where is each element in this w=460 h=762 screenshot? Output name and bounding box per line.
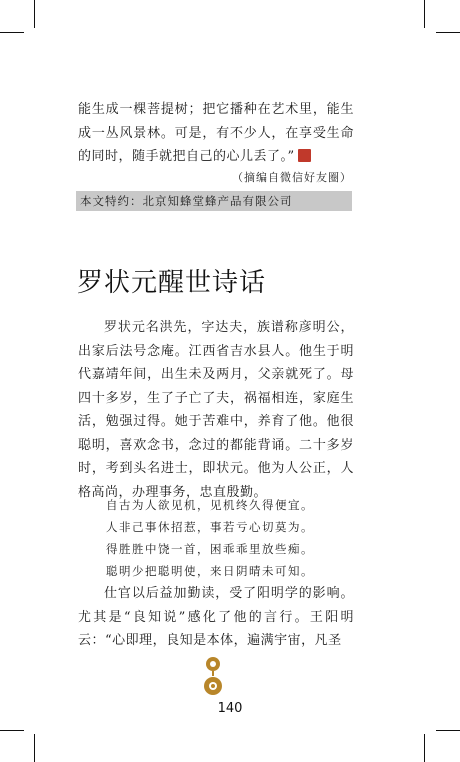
crop-mark bbox=[34, 0, 35, 28]
poem-line: 人非己事休招惹，事若亏心切莫为。 bbox=[106, 520, 314, 534]
gourd-ornament-icon bbox=[203, 655, 223, 699]
crop-mark bbox=[436, 32, 460, 33]
crop-mark bbox=[34, 734, 35, 762]
article-ending-text: 能生成一棵菩提树；把它播种在艺术里，能生成一丛风景林。可是，有不少人，在享受生命的同时，随手就把自己的心儿丢了。” bbox=[78, 102, 354, 164]
crop-mark bbox=[436, 730, 460, 731]
crop-mark bbox=[0, 730, 24, 731]
crop-mark bbox=[424, 0, 425, 28]
crop-mark bbox=[0, 32, 24, 33]
section-title: 罗状元醒世诗话 bbox=[77, 268, 267, 298]
poem-line: 得胜胜中饶一首，困乖乖里放些痴。 bbox=[106, 542, 314, 556]
seal-stamp-icon bbox=[298, 149, 311, 162]
article-ending bbox=[78, 98, 354, 169]
page-number: 140 bbox=[217, 701, 243, 716]
sponsor-banner: 本文特约：北京知蜂堂蜂产品有限公司 bbox=[76, 191, 352, 211]
poem-line: 自古为人欲见机，见机终久得便宜。 bbox=[106, 498, 314, 512]
body-paragraph-2: 仕官以后益加勤读，受了阳明学的影响。尤其是“良知说”感化了他的言行。王阳明云：“心即理，良知是本体，遍满宇宙，凡圣 bbox=[78, 586, 354, 648]
source-note: （摘编自微信好友圈） bbox=[232, 171, 352, 184]
body-paragraph: 罗状元名洪先，字达夫，族谱称彦明公，出家后法号念庵。江西省吉水县人。他生于明代嘉靖年间，出生未及两月，父亲就死了。母四十多岁，生了子亡了夫，祸福相连，家庭生活，勉强过得。她于苦难中，养育了他。他很聪明，喜欢念书，念过的都能背诵。二十多岁时，考到头名进士，即状元。他为人公正，人格高尚，办理事务，忠直殷勤。 bbox=[78, 320, 354, 500]
poem-line: 聪明少把聪明使，来日阴晴未可知。 bbox=[106, 564, 314, 578]
poem bbox=[106, 494, 314, 582]
crop-mark bbox=[424, 734, 425, 762]
